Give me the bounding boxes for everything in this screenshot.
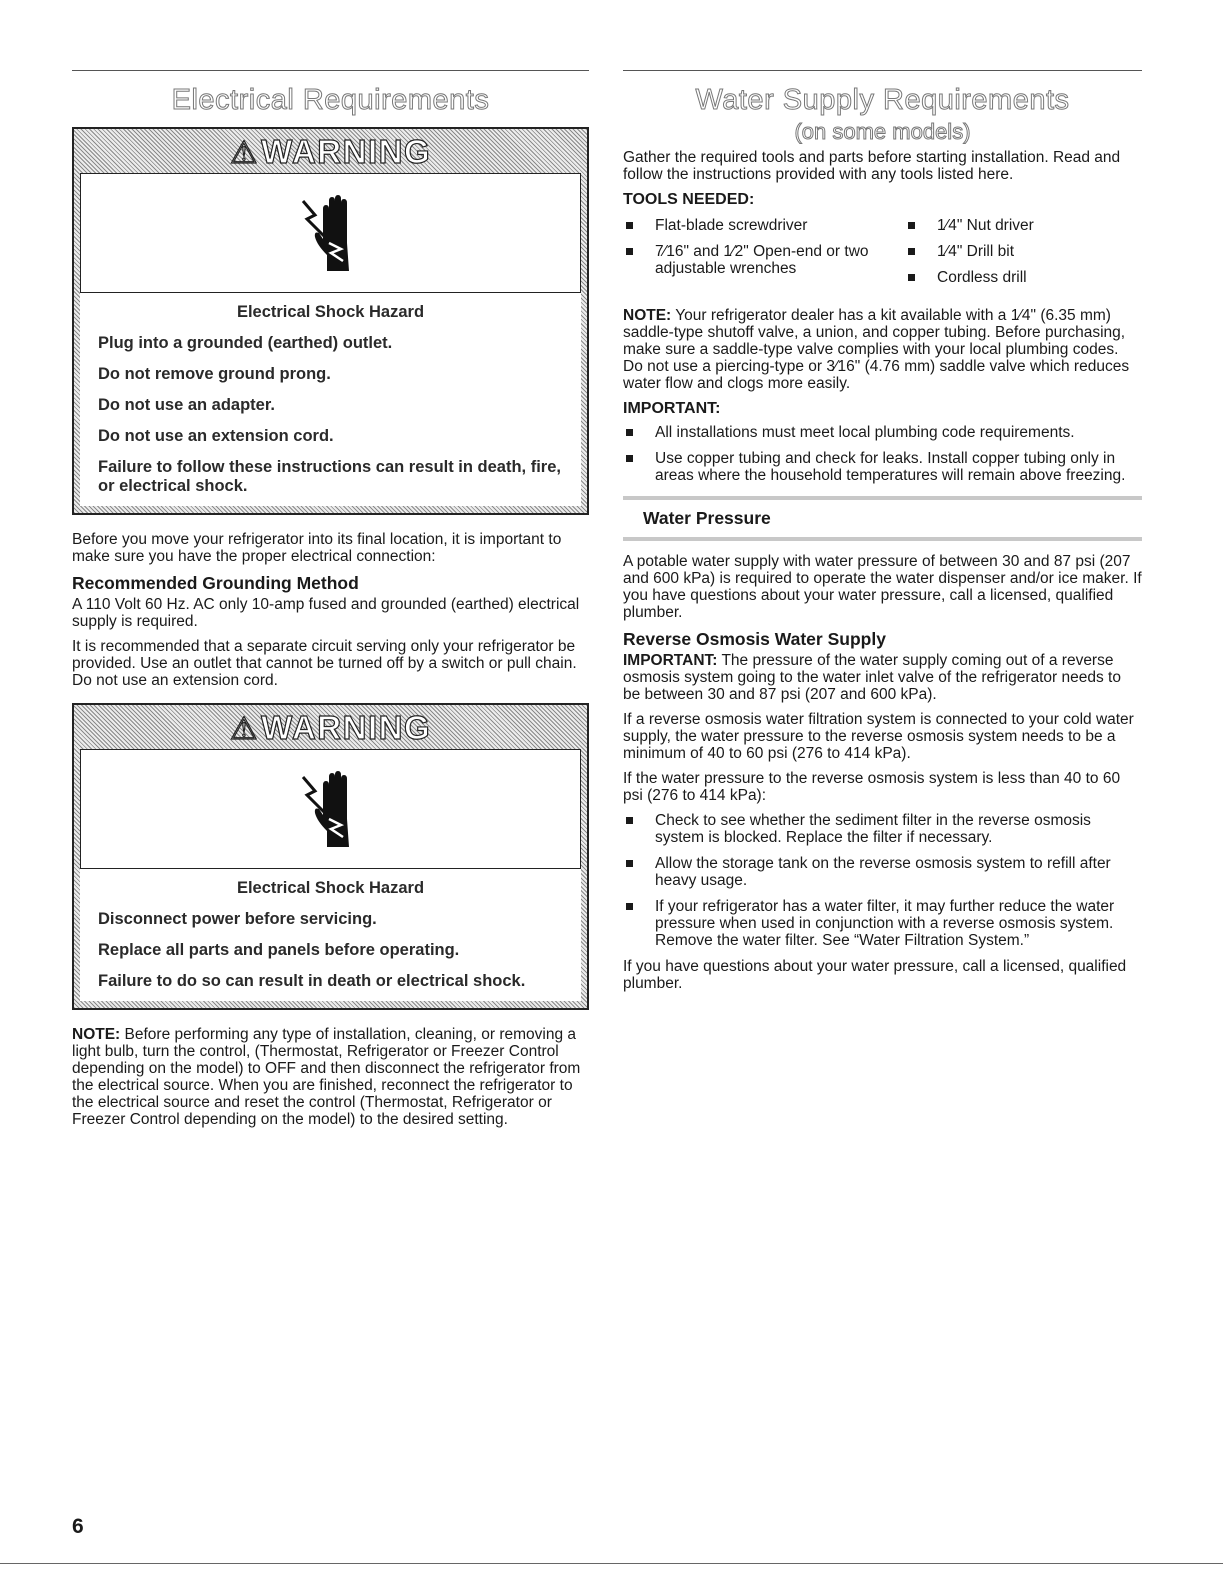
list-item: 1⁄4" Nut driver: [905, 217, 1034, 234]
grounding-paragraph-2: It is recommended that a separate circuit serving only your refrigerator be provided. Use an outlet that cannot be turned off by a switch or pull chain. Do not use an extension cord.: [72, 638, 577, 689]
electrical-note: [72, 1026, 589, 1128]
tools-list: [623, 217, 1142, 295]
list-item: Cordless drill: [905, 269, 1034, 286]
list-item: Check to see whether the sediment filter in the reverse osmosis system is blocked. Replace the filter if necessary.: [623, 812, 1142, 846]
hazard-title: Electrical Shock Hazard: [236, 879, 425, 897]
electric-shock-hand-icon: [301, 769, 361, 849]
electrical-intro: Before you move your refrigerator into its final location, it is important to make sure you have the proper electrical connection:: [72, 531, 562, 565]
section-subtitle: (on some models): [794, 119, 971, 144]
note-text: Your refrigerator dealer has a kit available with a 1⁄4" (6.35 mm) saddle-type shutoff valve, a union, and copper tubing. Before purchasing, make sure a saddle-type valve complies with your local plumbing codes. Do not use a piercing-type or 3⁄16" (4.76 mm) saddle valve which reduces water flow and clogs more easily.: [623, 307, 1130, 392]
section-title: Electrical Requirements: [171, 84, 490, 116]
warning-text: [80, 293, 581, 506]
note-text: Before performing any type of installation, cleaning, or removing a light bulb, turn the control, (Thermostat, Refrigerator or Freezer Control depending on the model) to OFF and then disconnect the refrigerator from the electrical source. When you are finished, reconnect the refrigerator to the electrical source and reset the control (Thermostat, Refrigerator or Freezer Control depending on the model) to the desired setting.: [72, 1026, 581, 1128]
top-rule: [623, 70, 1142, 71]
reverse-osmosis-list: [623, 812, 1142, 949]
list-item: All installations must meet local plumbing code requirements.: [623, 424, 1142, 441]
page-number: 6: [72, 1515, 84, 1538]
list-item: Allow the storage tank on the reverse osmosis system to refill after heavy usage.: [623, 855, 1142, 889]
warning-triangle-icon: ⚠: [229, 711, 260, 746]
warning-line: Failure to follow these instructions can result in death, fire, or electrical shock.: [98, 458, 561, 495]
warning-line: Do not use an adapter.: [98, 396, 275, 414]
list-item: 7⁄16" and 1⁄2" Open-end or two adjustable wrenches: [623, 243, 905, 277]
warning-text: [80, 869, 581, 1001]
warning-box: [72, 127, 589, 515]
warning-label: WARNING: [261, 133, 432, 170]
tools-column-2: [905, 217, 1034, 295]
warning-line: Failure to do so can result in death or electrical shock.: [98, 972, 526, 990]
grounding-heading: Recommended Grounding Method: [72, 573, 359, 593]
bottom-rule: [0, 1563, 1223, 1564]
warning-line: Plug into a grounded (earthed) outlet.: [98, 334, 393, 352]
list-item: Flat-blade screwdriver: [623, 217, 905, 234]
hazard-title: Electrical Shock Hazard: [236, 303, 425, 321]
electric-shock-hand-icon: [301, 193, 361, 273]
important-label: IMPORTANT:: [623, 652, 718, 669]
closing-paragraph: If you have questions about your water pressure, call a licensed, qualified plumber.: [623, 958, 1127, 992]
warning-line: Replace all parts and panels before operating.: [98, 941, 460, 959]
important-list: [623, 424, 1142, 484]
note-label: NOTE:: [72, 1026, 121, 1043]
reverse-osmosis-paragraph-2: If a reverse osmosis water filtration system is connected to your cold water supply, the water pressure to the reverse osmosis system needs to be a minimum of 40 to 60 psi (276 to 414 kPa).: [623, 711, 1134, 762]
warning-line: Disconnect power before servicing.: [98, 910, 377, 928]
tools-heading: TOOLS NEEDED:: [623, 191, 755, 208]
list-item: 1⁄4" Drill bit: [905, 243, 1034, 260]
water-pressure-text: A potable water supply with water pressure of between 30 and 87 psi (207 and 600 kPa) is required to operate the water dispenser and/or ice maker. If you have questions about your water pressure, call a licensed, qualified plumber.: [623, 553, 1142, 621]
warning-triangle-icon: ⚠: [229, 135, 260, 170]
water-pressure-banner: [623, 496, 1142, 541]
water-supply-column: [623, 70, 1142, 1000]
top-rule: [72, 70, 589, 71]
electrical-requirements-column: [72, 70, 589, 1136]
warning-icon-panel: [80, 749, 581, 869]
reverse-osmosis-paragraph-3: If the water pressure to the reverse osmosis system is less than 40 to 60 psi (276 to 414 kPa):: [623, 770, 1121, 804]
warning-line: Do not remove ground prong.: [98, 365, 331, 383]
section-title: Water Supply Requirements: [695, 84, 1070, 116]
warning-icon-panel: [80, 173, 581, 293]
water-note: [623, 307, 1142, 392]
reverse-osmosis-important: [623, 652, 1142, 703]
water-intro: Gather the required tools and parts before starting installation. Read and follow the instructions provided with any tools listed here.: [623, 149, 1121, 183]
important-heading: IMPORTANT:: [623, 400, 721, 417]
warning-line: Do not use an extension cord.: [98, 427, 334, 445]
warning-box: [72, 703, 589, 1010]
reverse-osmosis-heading: Reverse Osmosis Water Supply: [623, 629, 886, 649]
list-item: If your refrigerator has a water filter, it may further reduce the water pressure when used in conjunction with a reverse osmosis system. Remove the water filter. See “Water Filtration System.”: [623, 898, 1142, 949]
important-text: The pressure of the water supply coming out of a reverse osmosis system going to the water inlet valve of the refrigerator needs to be between 30 and 87 psi (207 and 600 kPa).: [623, 652, 1121, 703]
warning-header: [80, 705, 581, 749]
water-pressure-heading: Water Pressure: [643, 508, 771, 528]
warning-label: WARNING: [261, 709, 432, 746]
tools-column-1: [623, 217, 905, 295]
warning-header: [80, 129, 581, 173]
note-label: NOTE:: [623, 307, 672, 324]
grounding-paragraph-1: A 110 Volt 60 Hz. AC only 10-amp fused and grounded (earthed) electrical supply is required.: [72, 596, 580, 630]
list-item: Use copper tubing and check for leaks. Install copper tubing only in areas where the household temperatures will remain above freezing.: [623, 450, 1142, 484]
